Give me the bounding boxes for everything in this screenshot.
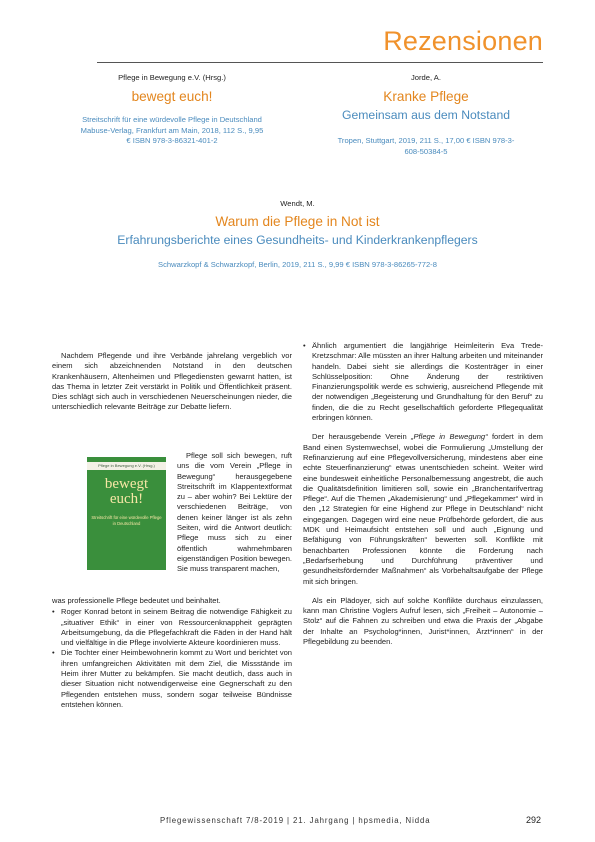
review-2-author: Jorde, A. <box>411 73 441 82</box>
book-cover-image <box>87 457 166 570</box>
left-column <box>52 351 292 413</box>
review-1-publisher: Streitschrift für eine würdevolle Pflege in Deutschland Mabuse-Verlag, Frankfurt am Main, 2018, 112 S., 9,95 € ISBN 978-3-86321-401-2 <box>80 115 264 145</box>
left-bullet-list <box>52 607 292 710</box>
review-3-author: Wendt, M. <box>280 199 315 208</box>
list-item: • Ähnlich argumentiert die langjährige Heimleiterin Eva Trede-Kretzschmar: Alle müssten an ihrer Haltung arbeiten und miteinander handeln. Dabei sieht sie allerdings die Kostenträger in einer Schlüsselposition: Ohne Änderung der restriktiven Finanzierungspolitik werde es schwierig, ausreichend Pflegende mit der notwendigen „Begeisterung und Grundhaltung für den Beruf“ zu finden, die die zu Recht gesellschaftlich geforderte Pflegequalität erbringen können. <box>303 341 543 423</box>
paragraph: Als ein Plädoyer, sich auf solche Konflikte durchaus einzulassen, kann man Christine Voglers Aufruf lesen, sich „Freiheit – Autonomie – Stolz“ auf die Fahnen zu schreiben und etwa die Praxis der „Abgabe der Inhalte an Psycholog*innen, Jurist*innen, Ärzt*innen“ in der Pflegebildung zu beenden. <box>303 595 543 647</box>
review-header-2 <box>312 73 540 157</box>
review-3-title: Warum die Pflege in Not ist <box>215 214 380 229</box>
cover-title-1: bewegt <box>104 476 149 492</box>
left-column-lower <box>52 596 292 710</box>
right-bullet-list <box>303 341 543 423</box>
paragraph: Nachdem Pflegende und ihre Verbände jahrelang vergeblich vor einem sich abzeichnenden Notstand in den deutschen Krankenhäusern, Altenheimen und Pflegediensten gewarnt hatten, ist das Thema in letzter Zeit verstärkt in Politik und Öffentlichkeit präsent. Dies schlägt sich auch in verschiedenen Neuerscheinungen nieder, die unterschiedlich relevante Beiträge zur Debatte liefern. <box>52 351 292 412</box>
left-wrap-text <box>177 451 292 575</box>
list-item: • Roger Konrad betont in seinem Beitrag die notwendige Fähigkeit zu „situativer Ethik“ in einer von Ressourcenknappheit geprägten Arbeitsumgebung, da die Pflegefachkraft die Fäden in der Hand hält und vielfältige in die Pflege involvierte Akteure koordinieren muss. <box>52 607 292 648</box>
footer-text: Pflegewissenschaft 7/8-2019 | 21. Jahrgang | hpsmedia, Nidda <box>160 816 431 825</box>
section-title: Rezensionen <box>383 26 543 56</box>
review-3-publisher: Schwarzkopf & Schwarzkopf, Berlin, 2019, 211 S., 9,99 € ISBN 978-3-86265-772-8 <box>158 260 437 269</box>
review-2-publisher: Tropen, Stuttgart, 2019, 211 S., 17,00 € ISBN 978-3- 608-50384-5 <box>337 136 515 156</box>
cover-editor: Pflege in Bewegung e.V. (Hrsg.) <box>98 463 155 468</box>
review-2-title: Kranke Pflege <box>383 89 469 104</box>
header-rule <box>97 62 543 63</box>
right-column <box>303 341 543 647</box>
cover-title-2: euch! <box>109 491 144 507</box>
list-item: • Die Tochter einer Heimbewohnerin kommt zu Wort und berichtet von ihren umfangreichen Aktivitäten mit dem Ziel, die Missstände im Heim ihrer Mutter zu bekämpfen. Sie macht deutlich, dass auch in dieser Situation nicht notwendigerweise eine Gegnerschaft zu den Pflegenden entstehen muss, sondern sogar teilweise Bündnisse entstehen können. <box>52 648 292 710</box>
review-header-1 <box>52 73 292 147</box>
review-1-author: Pflege in Bewegung e.V. (Hrsg.) <box>118 73 226 82</box>
page-number: 292 <box>525 815 541 825</box>
cover-subtitle: Streitschrift für eine würdevolle Pflege in Deutschland <box>91 515 162 526</box>
paragraph: was professionelle Pflege bedeutet und beinhaltet. <box>52 596 221 605</box>
review-1-title: bewegt euch! <box>131 89 213 104</box>
paragraph: Pflege soll sich bewegen, ruft uns die vom Verein „Pflege in Bewegung“ herausgegebene Streitschrift im Klappentextformat zu – aber wohin? Bei Lektüre der verschiedenen Beiträge, von denen keiner länger ist als zehn Seiten, wird die Antwort deutlich: Pflege muss sich zu einer öffentlich wahrnehmbaren eigenständigen Position bewegen. Sie muss transparent machen, <box>177 451 292 574</box>
review-header-3 <box>52 199 543 271</box>
paragraph: Der herausgebende Verein „Pflege in Bewegung“ fordert in dem Band einen Systemwechsel, wobei die Formulierung „Umstellung der Refinanzierung auf eine Pflegevollversicherung, mindestens aber eine echte Steuerfinanzierung“ etwas unentschieden scheint. Weiter wird eine bundesweit einheitliche Personalbemessung angestrebt, die auch die Qualitätsdefinition limitieren soll, sowie ein „Branchentarifvertrag Pflege“. Auf die Themen „Akademisierung“ und „Pflegekammer“ wird in den „12 Strategien für eine Highend zur Pflege in Deutschland“ nicht eingegangen. Dagegen wird eine neue Prüfbehörde gefordert, die aus MDK und Heimaufsicht entstehen soll und auch „Eignung und Befähigung von Führungskräften“ bewerten soll. Konflikte mit benachbarten Professionen könnte die Forderung nach „Bedarfserhebung und Durchführung präventiver und gesundheitsfördernder Maßnahmen“ als Vorbehaltsaufgabe der Pflege mit sich bringen. <box>303 432 543 586</box>
review-3-subtitle: Erfahrungsberichte eines Gesundheits- und Kinderkrankenpflegers <box>117 233 478 247</box>
review-2-subtitle: Gemeinsam aus dem Notstand <box>342 108 510 122</box>
